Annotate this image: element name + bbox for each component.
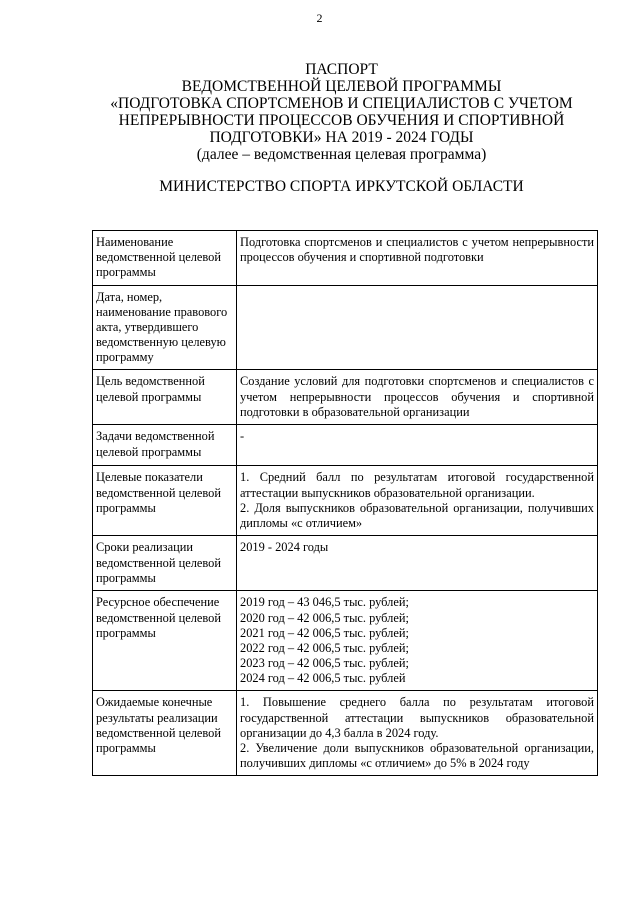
row-label: Наименование ведомственной целевой программы bbox=[93, 231, 237, 286]
row-label: Ожидаемые конечные результаты реализации ведомственной целевой программы bbox=[93, 691, 237, 775]
heading-line-3: «ПОДГОТОВКА СПОРТСМЕНОВ И СПЕЦИАЛИСТОВ С УЧЕТОМ bbox=[110, 95, 573, 112]
row-label: Цель ведомственной целевой программы bbox=[93, 370, 237, 425]
row-value bbox=[237, 691, 598, 775]
list-item: 1. Средний балл по результатам итоговой государственной аттестации выпускников образовательной организации. bbox=[240, 470, 594, 500]
list-item: 2024 год – 42 006,5 тыс. рублей bbox=[240, 670, 406, 685]
passport-table bbox=[92, 230, 598, 776]
heading-line-6: (далее – ведомственная целевая программа) bbox=[196, 146, 487, 163]
ministry-title: МИНИСТЕРСТВО СПОРТА ИРКУТСКОЙ ОБЛАСТИ bbox=[159, 178, 524, 195]
row-value: - bbox=[237, 425, 598, 466]
heading-line-1: ПАСПОРТ bbox=[305, 61, 378, 78]
table-row bbox=[93, 536, 598, 591]
table-row bbox=[93, 591, 598, 691]
table-row bbox=[93, 425, 598, 466]
row-label: Ресурсное обеспечение ведомственной целевой программы bbox=[93, 591, 237, 691]
list-item: 2. Увеличение доли выпускников образовательной организации, получивших дипломы «с отличием» до 5% в 2024 году bbox=[240, 740, 594, 770]
document-heading bbox=[60, 61, 623, 163]
table-row bbox=[93, 231, 598, 286]
list-item: 2. Доля выпускников образовательной организации, получивших дипломы «с отличием» bbox=[240, 500, 594, 530]
table-row bbox=[93, 286, 598, 370]
heading-line-2: ВЕДОМСТВЕННОЙ ЦЕЛЕВОЙ ПРОГРАММЫ bbox=[181, 78, 502, 95]
list-item: 2022 год – 42 006,5 тыс. рублей; bbox=[240, 640, 409, 655]
table-row bbox=[93, 370, 598, 425]
heading-line-4: НЕПРЕРЫВНОСТИ ПРОЦЕССОВ ОБУЧЕНИЯ И СПОРТИВНОЙ bbox=[118, 112, 565, 129]
table-row bbox=[93, 691, 598, 775]
list-item: 1. Повышение среднего балла по результатам итоговой государственной аттестации выпускников образовательной организации до 4,3 балла в 2024 году. bbox=[240, 695, 594, 740]
row-label: Сроки реализации ведомственной целевой программы bbox=[93, 536, 237, 591]
row-label: Целевые показатели ведомственной целевой программы bbox=[93, 466, 237, 536]
list-item: 2023 год – 42 006,5 тыс. рублей; bbox=[240, 655, 409, 670]
heading-line-5: ПОДГОТОВКИ» НА 2019 - 2024 ГОДЫ bbox=[209, 129, 474, 146]
page-number: 2 bbox=[316, 11, 323, 25]
row-value: Создание условий для подготовки спортсменов и специалистов с учетом непрерывности процессов обучения и спортивной подготовки в образовательной организации bbox=[237, 370, 598, 425]
row-value bbox=[237, 286, 598, 370]
row-label: Дата, номер, наименование правового акта, утвердившего ведомственную целевую программу bbox=[93, 286, 237, 370]
list-item: 2020 год – 42 006,5 тыс. рублей; bbox=[240, 610, 409, 625]
table-row bbox=[93, 466, 598, 536]
row-label: Задачи ведомственной целевой программы bbox=[93, 425, 237, 466]
row-value: Подготовка спортсменов и специалистов с учетом непрерывности процессов обучения и спортивной подготовки bbox=[237, 231, 598, 286]
list-item: 2021 год – 42 006,5 тыс. рублей; bbox=[240, 625, 409, 640]
list-item: 2019 год – 43 046,5 тыс. рублей; bbox=[240, 595, 409, 610]
row-value bbox=[237, 466, 598, 536]
row-value bbox=[237, 591, 598, 691]
row-value: 2019 - 2024 годы bbox=[237, 536, 598, 591]
